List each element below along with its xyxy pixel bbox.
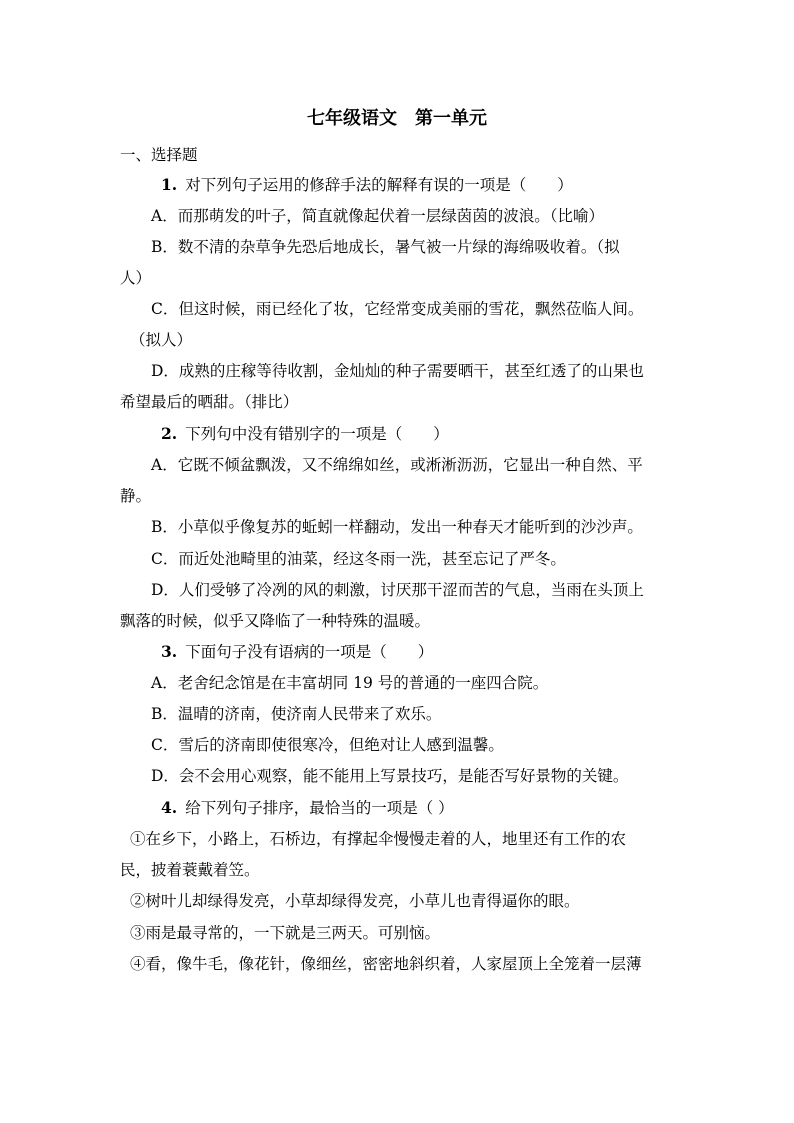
q4-sentence-3: ③雨是最寻常的，一下就是三两天。可别恼。 bbox=[130, 924, 441, 942]
question-text: 下面句子没有语病的一项是（ ） bbox=[185, 643, 434, 661]
page-title: 七年级语文 第一单元 bbox=[307, 108, 487, 129]
q4-sentence-4: ④看，像牛毛，像花针，像细丝，密密地斜织着，人家屋顶上全笼着一层薄 bbox=[130, 955, 642, 973]
section-heading: 一、选择题 bbox=[120, 146, 198, 164]
q1-option-c: C．但这时候，雨已经化了妆，它经常变成美丽的雪花，飘然莅临人间。 bbox=[151, 300, 644, 318]
q2-option-d-continued: 飘落的时候，似乎又降临了一种特殊的温暖。 bbox=[120, 612, 431, 630]
q3-option-c: C．雪后的济南即使很寒冷，但绝对让人感到温馨。 bbox=[151, 736, 504, 754]
q1-option-a: A．而那萌发的叶子，简直就像起伏着一层绿茵茵的波浪。（比喻） bbox=[151, 207, 604, 225]
question-number: 1. bbox=[161, 175, 178, 194]
q1-option-c-continued: （拟人） bbox=[130, 331, 193, 349]
q1-option-d-continued: 希望最后的晒甜。（排比） bbox=[120, 393, 299, 411]
q2-option-a: A．它既不倾盆飘泼，又不绵绵如丝，或淅淅沥沥，它显出一种自然、平 bbox=[151, 456, 643, 474]
question-number: 2. bbox=[161, 424, 178, 443]
q4-sentence-1: ①在乡下，小路上，石桥边，有撑起伞慢慢走着的人，地里还有工作的农 bbox=[130, 830, 627, 848]
question-4-stem bbox=[161, 797, 454, 819]
q1-option-b: B．数不清的杂草争先恐后地成长，暑气被一片绿的海绵吸收着。（拟 bbox=[151, 238, 620, 256]
q3-option-b: B．温晴的济南，使济南人民带来了欢乐。 bbox=[151, 705, 442, 723]
q1-option-d: D．成熟的庄稼等待收割，金灿灿的种子需要晒干，甚至红透了的山果也 bbox=[151, 362, 644, 380]
q2-option-d: D．人们受够了冷冽的风的刺激，讨厌那干涩而苦的气息，当雨在头顶上 bbox=[151, 581, 644, 599]
q2-option-c: C．而近处池畸里的油菜，经这冬雨一洗，甚至忘记了严冬。 bbox=[151, 550, 566, 568]
question-3-stem bbox=[161, 641, 433, 663]
q3-option-d: D．会不会用心观察，能不能用上写景技巧，是能否写好景物的关键。 bbox=[151, 767, 629, 785]
question-text: 下列句中没有错别字的一项是（ ） bbox=[185, 425, 449, 443]
question-2-stem bbox=[161, 423, 449, 445]
question-text: 对下列句子运用的修辞手法的解释有误的一项是（ ） bbox=[185, 176, 573, 194]
q3-option-a: A．老舍纪念馆是在丰富胡同 19 号的普通的一座四合院。 bbox=[151, 674, 549, 692]
question-1-stem bbox=[161, 174, 573, 196]
question-number: 3. bbox=[161, 642, 178, 661]
q2-option-a-continued: 静。 bbox=[120, 487, 152, 505]
question-text: 给下列句子排序，最恰当的一项是（ ） bbox=[185, 799, 454, 817]
q2-option-b: B．小草似乎像复苏的蚯蚓一样翻动，发出一种春天才能听到的沙沙声。 bbox=[151, 518, 643, 536]
question-number: 4. bbox=[161, 798, 178, 817]
q1-option-b-continued: 人） bbox=[120, 269, 152, 287]
q4-sentence-1-continued: 民，披着蓑戴着笠。 bbox=[120, 861, 260, 879]
q4-sentence-2: ②树叶儿却绿得发亮，小草却绿得发亮，小草儿也青得逼你的眼。 bbox=[130, 892, 580, 910]
